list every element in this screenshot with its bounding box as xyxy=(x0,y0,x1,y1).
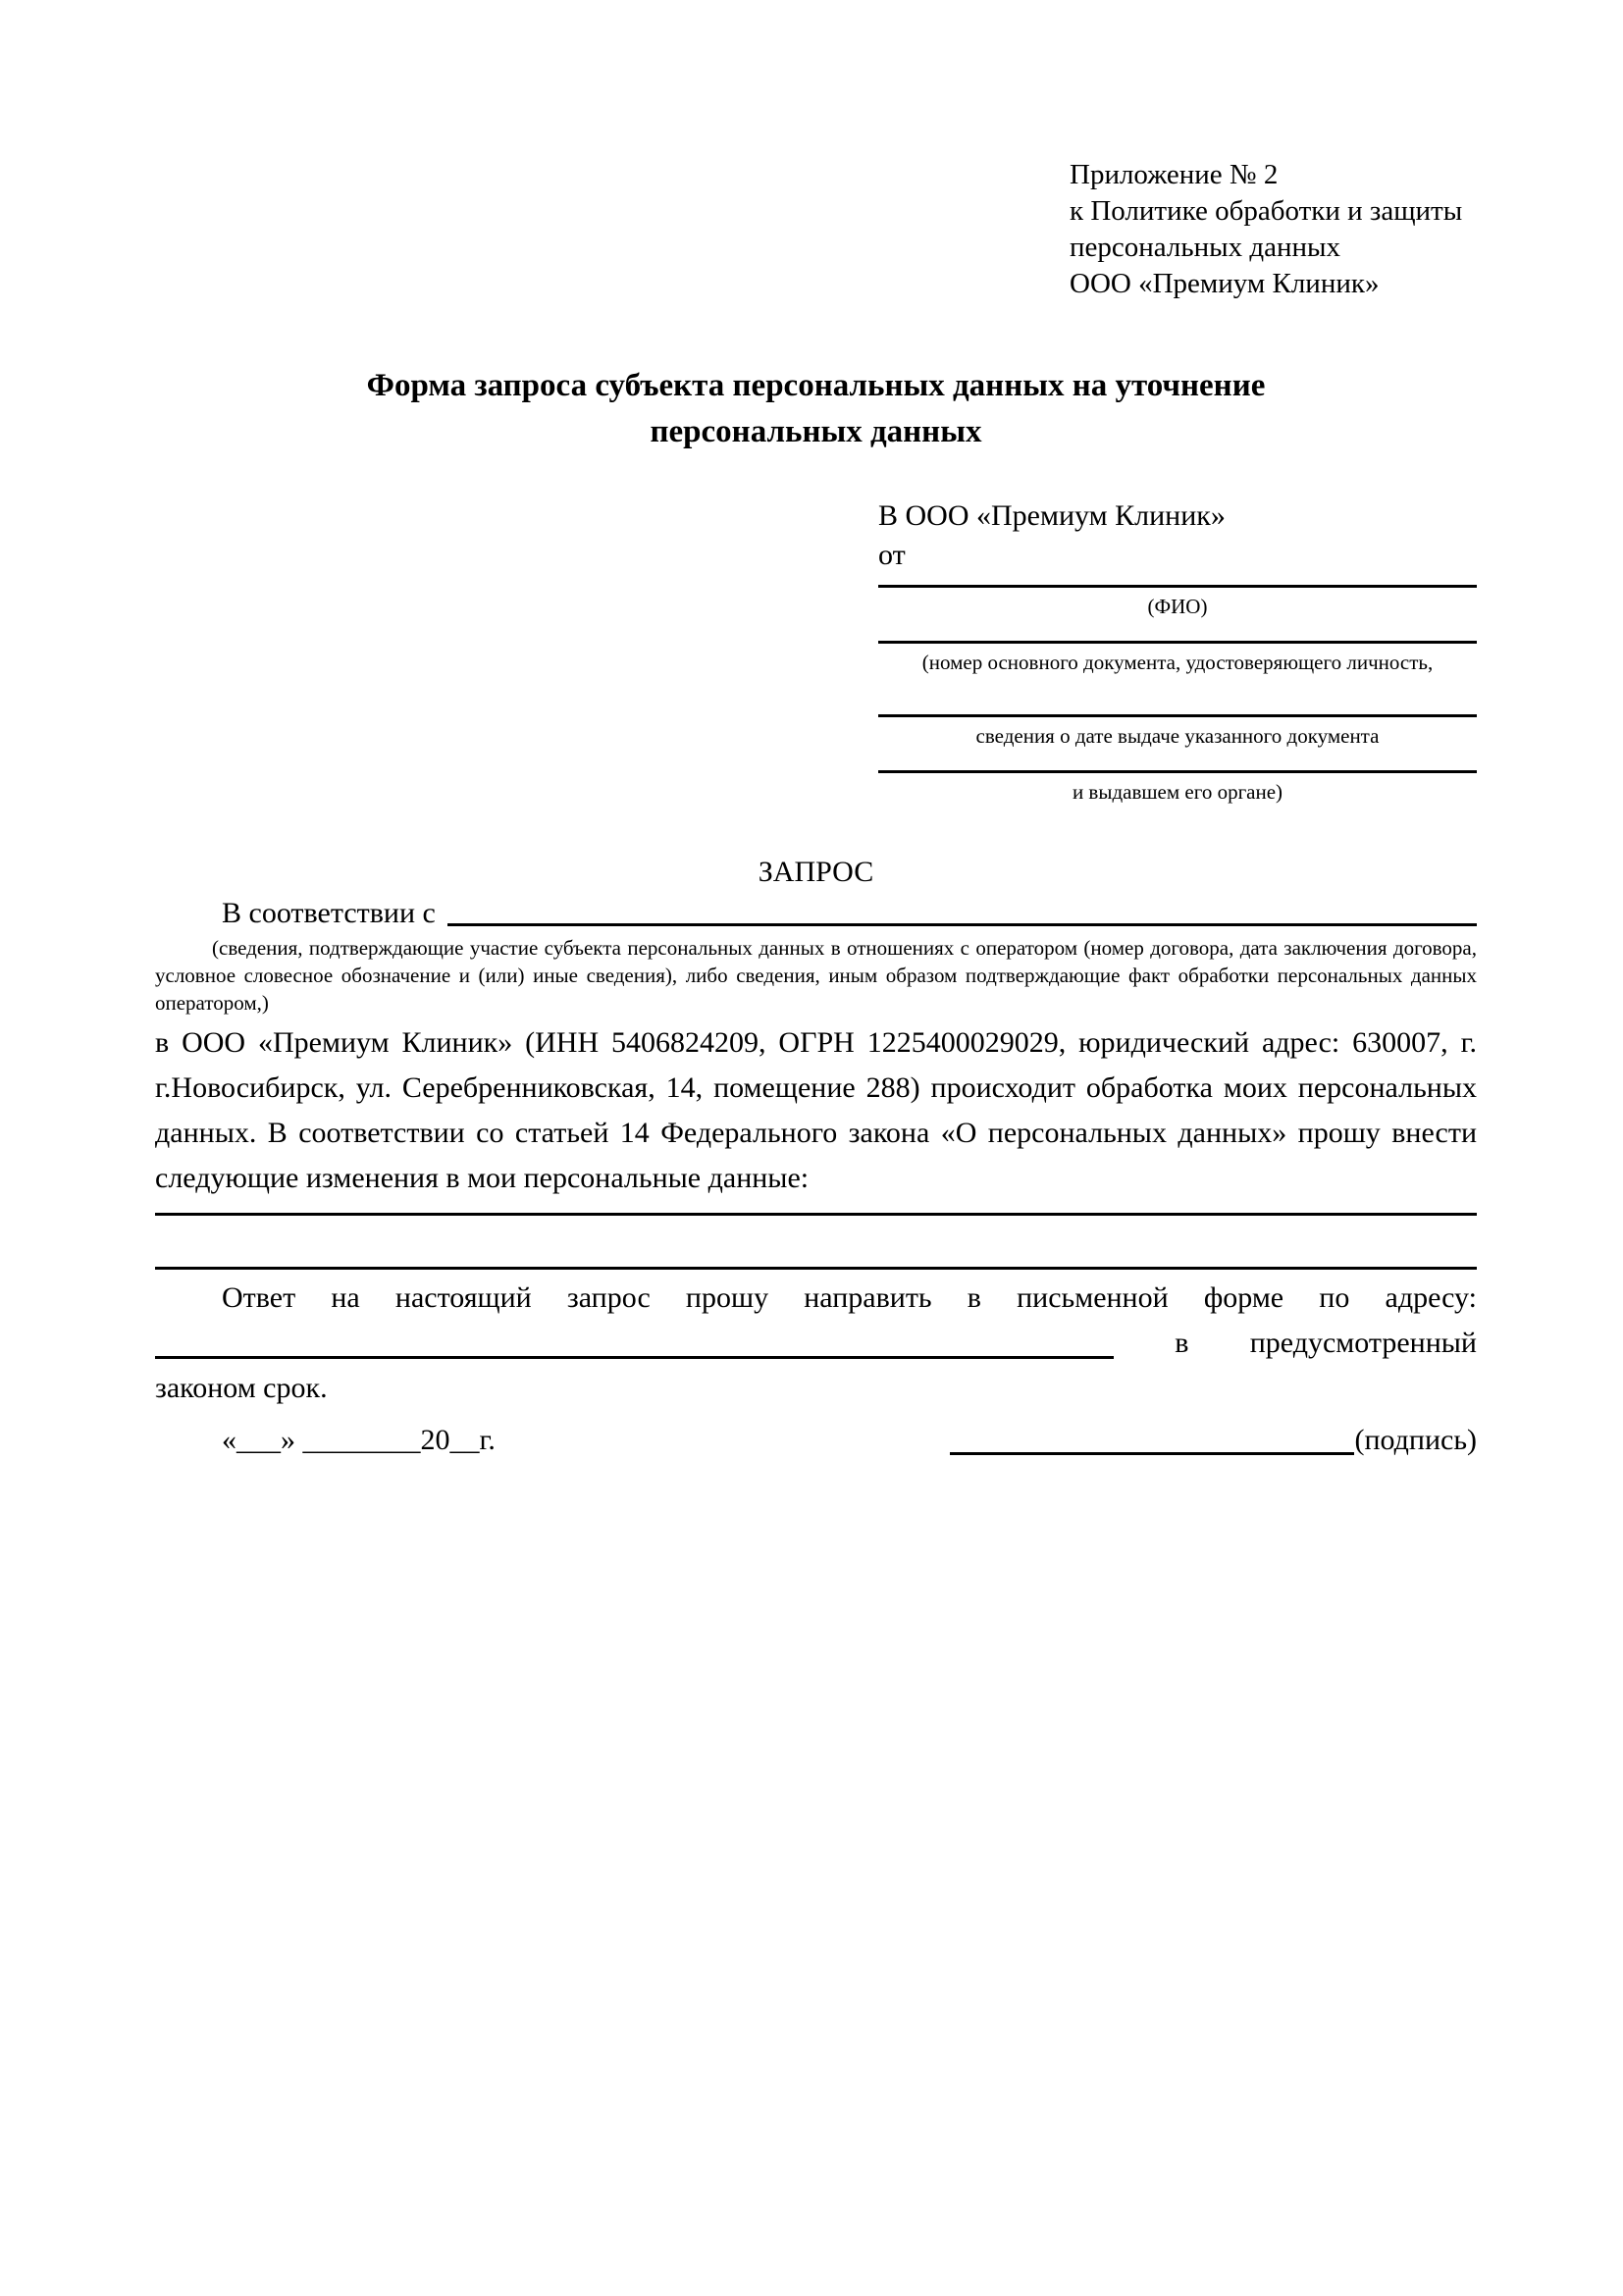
doc-issuer-blank-line xyxy=(878,749,1477,773)
address-blank-line xyxy=(155,1356,1114,1359)
signature-label: (подпись) xyxy=(1354,1424,1477,1456)
basis-blank-line xyxy=(447,923,1477,926)
appendix-header-line: ООО «Премиум Клиник» xyxy=(1070,268,1380,299)
basis-prefix: В соответствии с xyxy=(222,897,436,929)
addressee-from: от xyxy=(878,539,906,571)
reply-address-row xyxy=(155,1321,1477,1366)
changes-blank-line-1 xyxy=(155,1201,1477,1216)
appendix-header-line: Приложение № 2 xyxy=(1070,159,1279,190)
reply-paragraph: Ответ на настоящий запрос прошу направить в письменной форме по адресу: xyxy=(222,1281,1477,1314)
appendix-header-line: персональных данных xyxy=(1070,232,1341,263)
signature-blank-line xyxy=(950,1417,1354,1455)
signature-group xyxy=(950,1417,1477,1463)
date-placeholder: «___» ________20__г. xyxy=(222,1424,496,1456)
reply-tail: законом срок. xyxy=(155,1372,328,1404)
doc-issuer-label: и выдавшем его органе) xyxy=(1072,780,1283,804)
reply-word-v: в xyxy=(1175,1327,1189,1359)
fio-blank-line xyxy=(878,575,1477,588)
footer-row xyxy=(155,1417,1477,1463)
document-title xyxy=(155,363,1477,455)
doc-number-blank-line xyxy=(878,619,1477,644)
addressee-to: В ООО «Премиум Клиник» xyxy=(878,499,1226,532)
document-title-line1: Форма запроса субъекта персональных данных на уточнение xyxy=(366,368,1266,403)
appendix-header-line: к Политике обработки и защиты xyxy=(1070,195,1463,227)
addressee-block xyxy=(878,496,1477,805)
doc-date-blank-line xyxy=(878,675,1477,717)
reply-word-predusmotrennyj: предусмотренный xyxy=(1249,1327,1477,1359)
basis-line xyxy=(155,895,1477,932)
small-print-note: (сведения, подтверждающие участие субъекта персональных данных в отношениях с оператором (номер договора, дата заключения договора, условное словесное обозначение и (или) иные сведения), либо сведения, иным образом подтверждающие факт обработки персональных данных оператором,) xyxy=(155,936,1477,1015)
document-title-line2: персональных данных xyxy=(650,414,982,449)
appendix-header xyxy=(1070,157,1477,302)
request-heading: ЗАПРОС xyxy=(758,856,874,888)
doc-number-label: (номер основного документа, удостоверяющего личность, xyxy=(921,651,1434,674)
doc-date-label: сведения о дате выдаче указанного документа xyxy=(975,724,1380,748)
fio-label: (ФИО) xyxy=(1147,595,1208,618)
request-body: в ООО «Премиум Клиник» (ИНН 5406824209, ОГРН 1225400029029, юридический адрес: 630007, г. г.Новосибирск, ул. Серебренниковская, 14, помещение 288) происходит обработка моих персональных данных. В соответствии со статьей 14 Федерального закона «О персональных данных» прошу внести следующие изменения в мои персональные данные: xyxy=(155,1026,1477,1194)
changes-blank-line-2 xyxy=(155,1216,1477,1270)
